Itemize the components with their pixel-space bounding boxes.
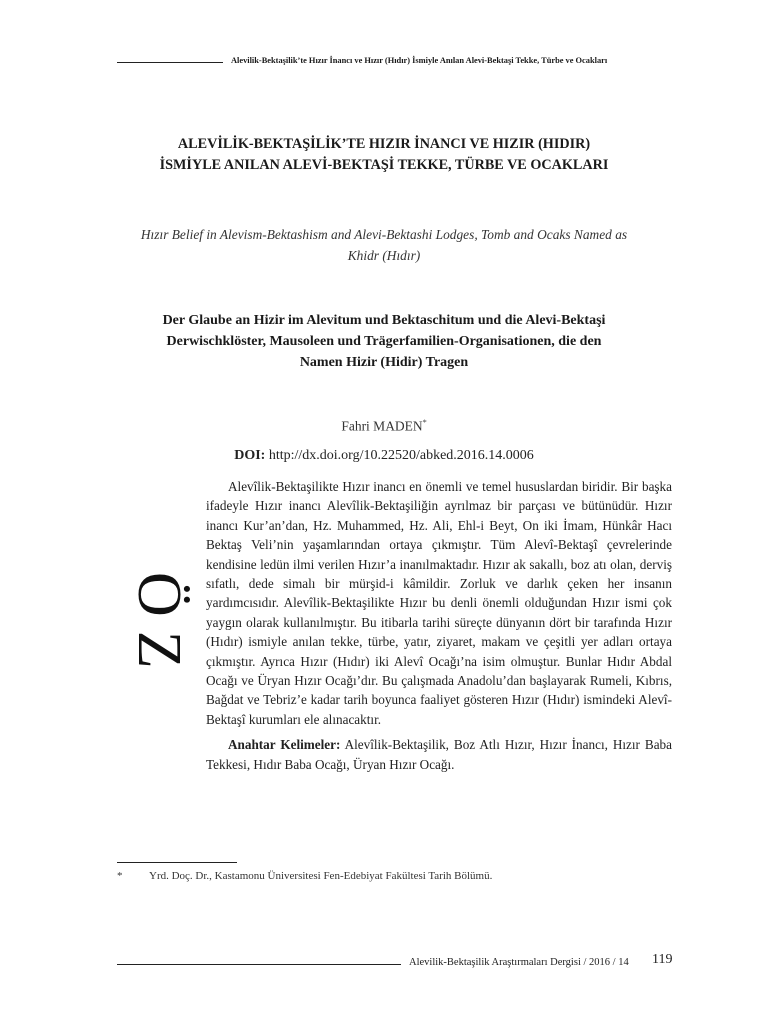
author-line xyxy=(100,418,668,435)
footnote-text: Yrd. Doç. Dr., Kastamonu Üniversitesi Fen-Edebiyat Fakültesi Tarih Bölümü. xyxy=(149,870,493,882)
author-name: Fahri MADEN xyxy=(341,418,423,434)
footnote-rule xyxy=(117,862,237,863)
abstract-heading-oz: ÖZ xyxy=(125,572,193,683)
abstract-body: Alevîlik-Bektaşilikte Hızır inancı en önemli ve temel hususlardan biridir. Bir başka ifadeyle Hızır inancı Alevîlik-Bektaşiliğin ayrılmaz bir parçası ve bütünüdür. Hızır inancı Kur’an’dan, Hz. Muhammed, Hz. Ali, Ehl-i Beyt, On iki İmam, Hünkâr Hacı Bektaş Veli’nin yaşamlarından ortaya çıkmıştır. Tüm Alevî-Bektaşî çevrelerinde kendisine ledün ilmi verilen Hızır’a inanılmaktadır. Hızır ak sakallı, boz atı olan, derviş sıfatlı, dede simalı bir mürşid-i kâmildir. Zorluk ve darlık çeken her insanın yardımcısıdır. Alevîlik-Bektaşilikte Hızır bu denli önemli olduğundan Hızır ismi çok yaygın olarak kullanılmıştır. Bu itibarla tarihi süreçte dünyanın dört bir tarafında Hızır (Hıdır) ismiyle anılan tekke, türbe, yatır, ziyaret, makam ve çeşitli yer adları ortaya çıkmıştır. Ayrıca Hızır (Hıdır) iki Alevî Ocağı’na isim olmuştur. Bunlar Hıdır Abdal Ocağı ve Üryan Hızır Ocağı’dır. Bu çalışmada Anadolu’dan başlayarak Rumeli, Kıbrıs, Bağdat ve Tebriz’e kadar tarih boyunca faaliyet gösteren Hızır (Hıdır) ismindeki Alevî-Bektaşî kurumları ele alınacaktır. xyxy=(206,479,672,727)
title-tr-line-1: ALEVİLİK-BEKTAŞİLİK’TE HIZIR İNANCI VE HIZIR (HIDIR) xyxy=(177,136,591,152)
page-number: 119 xyxy=(652,952,673,967)
abstract-section-label xyxy=(108,560,208,720)
title-en-line-1: Hızır Belief in Alevism-Bektashism and Alevi-Bektashi Lodges, Tomb and Ocaks Named as xyxy=(140,227,628,242)
doi-link[interactable]: http://dx.doi.org/10.22520/abked.2016.14.0006 xyxy=(265,448,534,463)
footnote-mark: * xyxy=(117,870,123,882)
running-header: Alevilik-Bektaşilik’te Hızır İnancı ve Hızır (Hıdır) İsmiyle Anılan Alevi-Bektaşi Tekke, Türbe ve Ocakları xyxy=(231,56,608,65)
doi-line xyxy=(100,448,668,464)
doi-label: DOI: xyxy=(234,448,266,463)
keywords-paragraph xyxy=(206,735,672,774)
title-de-line-2: Derwischklöster, Mausoleen und Trägerfamilien-Organisationen, die den xyxy=(166,334,602,349)
header-rule xyxy=(117,62,223,63)
abstract-block xyxy=(206,477,672,774)
journal-footer: Alevilik-Bektaşilik Araştırmaları Dergisi / 2016 / 14 xyxy=(409,957,629,968)
author-footnote-mark[interactable]: * xyxy=(422,418,427,427)
title-de-line-1: Der Glaube an Hizir im Alevitum und Bektaschitum und die Alevi-Bektaşi xyxy=(162,313,606,328)
title-en-line-2: Khidr (Hıdır) xyxy=(347,248,421,263)
keywords-list: Alevîlik-Bektaşilik, Boz Atlı Hızır, Hızır İnancı, Hızır Baba Tekkesi, Hıdır Baba Ocağı, Üryan Hızır Ocağı. xyxy=(206,737,672,772)
article-title-tr xyxy=(100,134,668,176)
title-de-line-3: Namen Hizir (Hidir) Tragen xyxy=(299,355,469,370)
footnote xyxy=(117,870,492,882)
article-title-de xyxy=(100,310,668,373)
footer-rule xyxy=(117,964,401,965)
article-title-en xyxy=(100,224,668,266)
title-tr-line-2: İSMİYLE ANILAN ALEVİ-BEKTAŞİ TEKKE, TÜRBE VE OCAKLARI xyxy=(159,157,609,173)
keywords-label: Anahtar Kelimeler: xyxy=(228,737,341,753)
